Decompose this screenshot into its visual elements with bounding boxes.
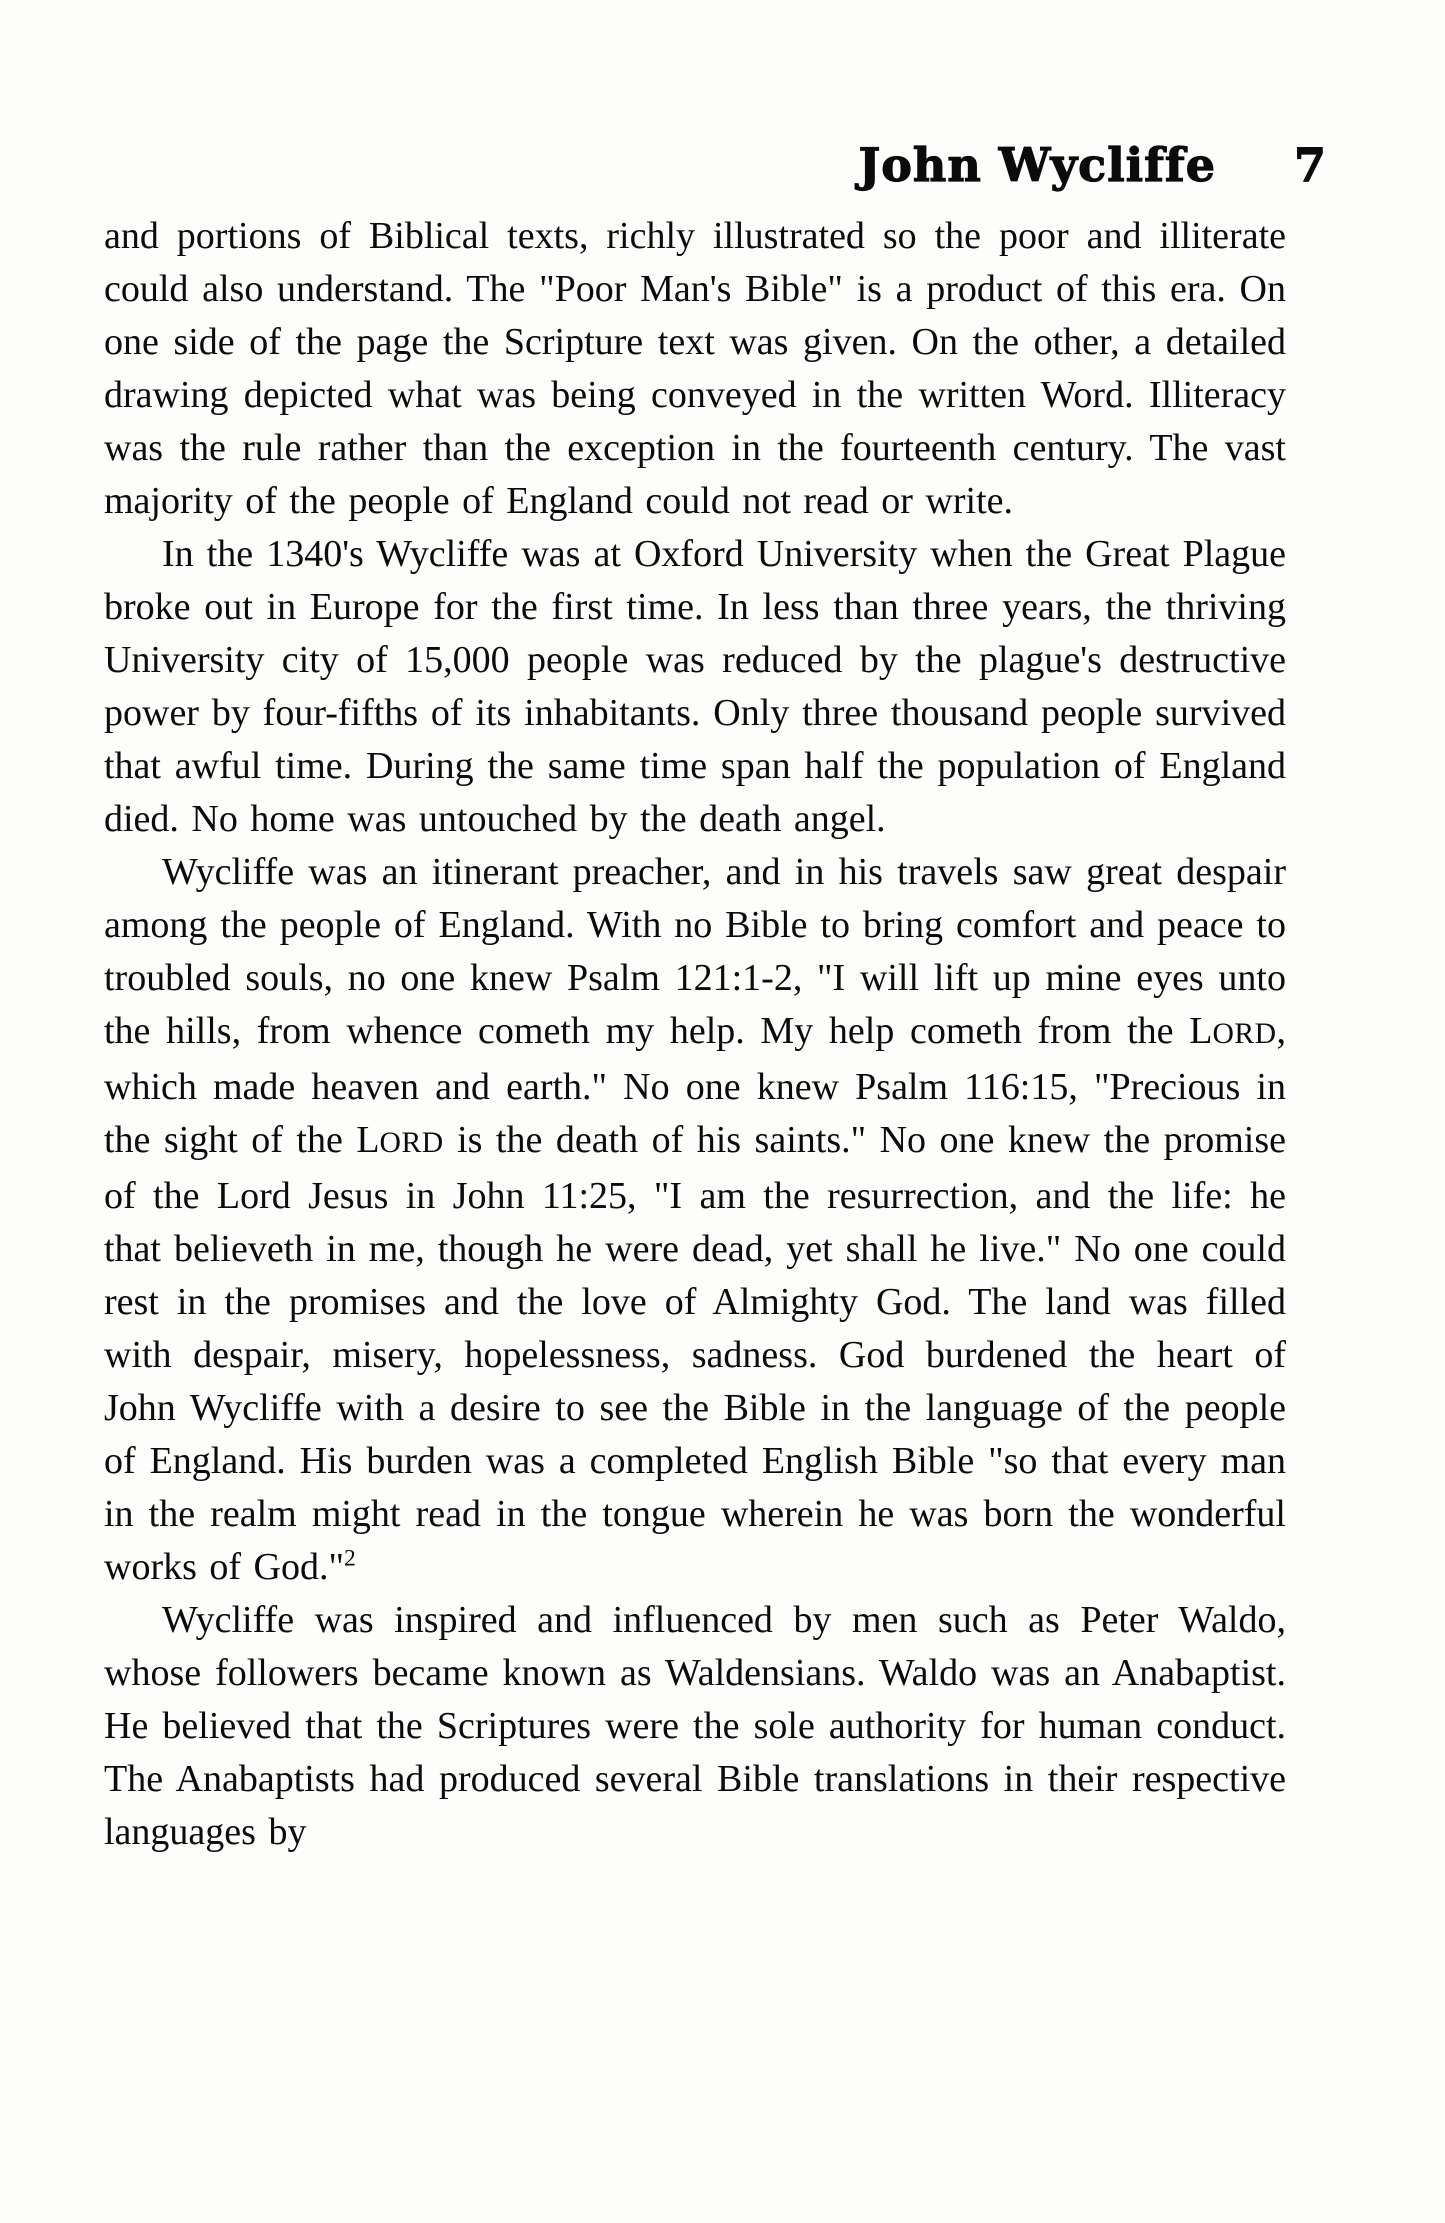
running-header <box>0 138 1327 192</box>
running-header-title: John Wycliffe <box>858 138 1216 192</box>
paragraph: In the 1340's Wycliffe was at Oxford University when the Great Plague broke out in Europe for the first time. In less than three years, the thriving University city of 15,000 people was reduced by the plague's destructive power by four-fifths of its inhabitants. Only three thousand people survived that awful time. During the same time span half the population of England died. No home was untouched by the death angel. <box>104 533 1286 840</box>
page-body <box>104 210 1286 1859</box>
footnote-ref: 2 <box>344 1545 356 1572</box>
paragraph: Wycliffe was inspired and influenced by men such as Peter Waldo, whose followers became known as Waldensians. Waldo was an Anabaptist. He believed that the Scriptures were the sole authority for human conduct. The Anabaptists had produced several Bible translations in their respective languages by <box>104 1599 1286 1853</box>
paragraph: and portions of Biblical texts, richly illustrated so the poor and illiterate could also understand. The "Poor Man's Bible" is a product of this era. On one side of the page the Scripture text was given. On the other, a detailed drawing depicted what was being conveyed in the written Word. Illiteracy was the rule rather than the exception in the fourteenth century. The vast majority of the people of England could not read or write. <box>104 215 1286 522</box>
page-number: 7 <box>1293 138 1327 192</box>
paragraph: Wycliffe was an itinerant preacher, and in his travels saw great despair among the people of England. With no Bible to bring comfort and peace to troubled souls, no one knew Psalm 121:1-2, "I will lift up mine eyes unto the hills, from whence cometh my help. My help cometh from the LORD, which made heaven and earth." No one knew Psalm 116:15, "Precious in the sight of the LORD is the death of his saints." No one knew the promise of the Lord Jesus in John 11:25, "I am the resurrection, and the life: he that believeth in me, though he were dead, yet shall he live." No one could rest in the promises and the love of Almighty God. The land was filled with despair, misery, hopelessness, sadness. God burdened the heart of John Wycliffe with a desire to see the Bible in the language of the people of England. His burden was a completed English Bible "so that every man in the realm might read in the tongue wherein he was born the wonderful works of God."$^2$ <box>104 851 1286 1588</box>
